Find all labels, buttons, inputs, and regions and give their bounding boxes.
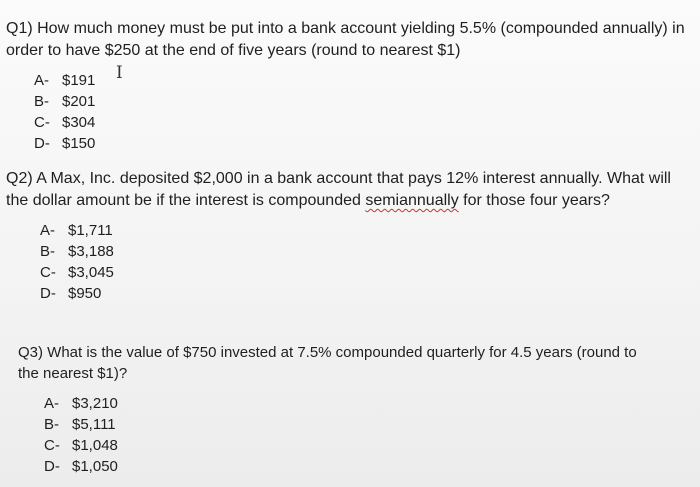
question-1-options [34, 70, 95, 154]
option-letter: A- [40, 222, 55, 239]
option-letter: B- [40, 243, 55, 260]
option-value: $950 [68, 285, 102, 302]
option-value: $3,210 [72, 395, 118, 412]
question-3 [18, 342, 658, 384]
option-value: $3,188 [68, 243, 114, 260]
option-letter: C- [34, 114, 50, 131]
question-2-text-start: Q2) A Max, Inc. deposited $2,000 in a bank account that pays 12% interest annually. What will the dollar amount be if the interest is compounded [6, 170, 671, 209]
option-letter: C- [40, 264, 56, 281]
option-value: $1,711 [68, 222, 113, 239]
question-3-option-c[interactable] [44, 435, 118, 456]
question-1-option-c[interactable] [34, 112, 95, 133]
option-value: $150 [62, 135, 96, 152]
option-letter: D- [40, 285, 56, 302]
question-3-option-b[interactable] [44, 414, 118, 435]
option-value: $5,111 [72, 416, 116, 433]
question-1 [6, 18, 686, 62]
question-2-text [6, 168, 686, 212]
question-3-option-a[interactable] [44, 393, 118, 414]
question-1-option-a[interactable] [34, 70, 95, 91]
question-3-options [44, 393, 118, 477]
option-letter: D- [44, 458, 60, 475]
question-2 [6, 168, 686, 212]
option-letter: C- [44, 437, 60, 454]
text-cursor-icon: I [116, 63, 123, 83]
option-value: $201 [62, 93, 96, 110]
question-2-option-c[interactable] [40, 262, 114, 283]
option-value: $1,048 [72, 437, 118, 454]
option-letter: B- [44, 416, 59, 433]
question-2-text-end: for those four years? [458, 192, 610, 209]
option-letter: D- [34, 135, 50, 152]
option-value: $191 [62, 72, 96, 89]
spellcheck-flagged-word[interactable]: semiannually [365, 192, 459, 209]
question-2-option-a[interactable] [40, 220, 114, 241]
question-1-option-b[interactable] [34, 91, 95, 112]
question-2-option-b[interactable] [40, 241, 114, 262]
question-2-options [40, 220, 114, 304]
question-2-option-d[interactable] [40, 283, 114, 304]
question-1-text: Q1) How much money must be put into a bank account yielding 5.5% (compounded annually) in order to have $250 at the end of five years (round to nearest $1) [6, 20, 685, 59]
question-3-option-d[interactable] [44, 456, 118, 477]
option-value: $3,045 [68, 264, 114, 281]
option-letter: A- [34, 72, 49, 89]
option-value: $304 [62, 114, 96, 131]
option-letter: A- [44, 395, 59, 412]
question-1-option-d[interactable] [34, 133, 95, 154]
option-letter: B- [34, 93, 49, 110]
question-3-text: Q3) What is the value of $750 invested at 7.5% compounded quarterly for 4.5 years (round to the nearest $1)? [18, 344, 637, 382]
option-value: $1,050 [72, 458, 118, 475]
